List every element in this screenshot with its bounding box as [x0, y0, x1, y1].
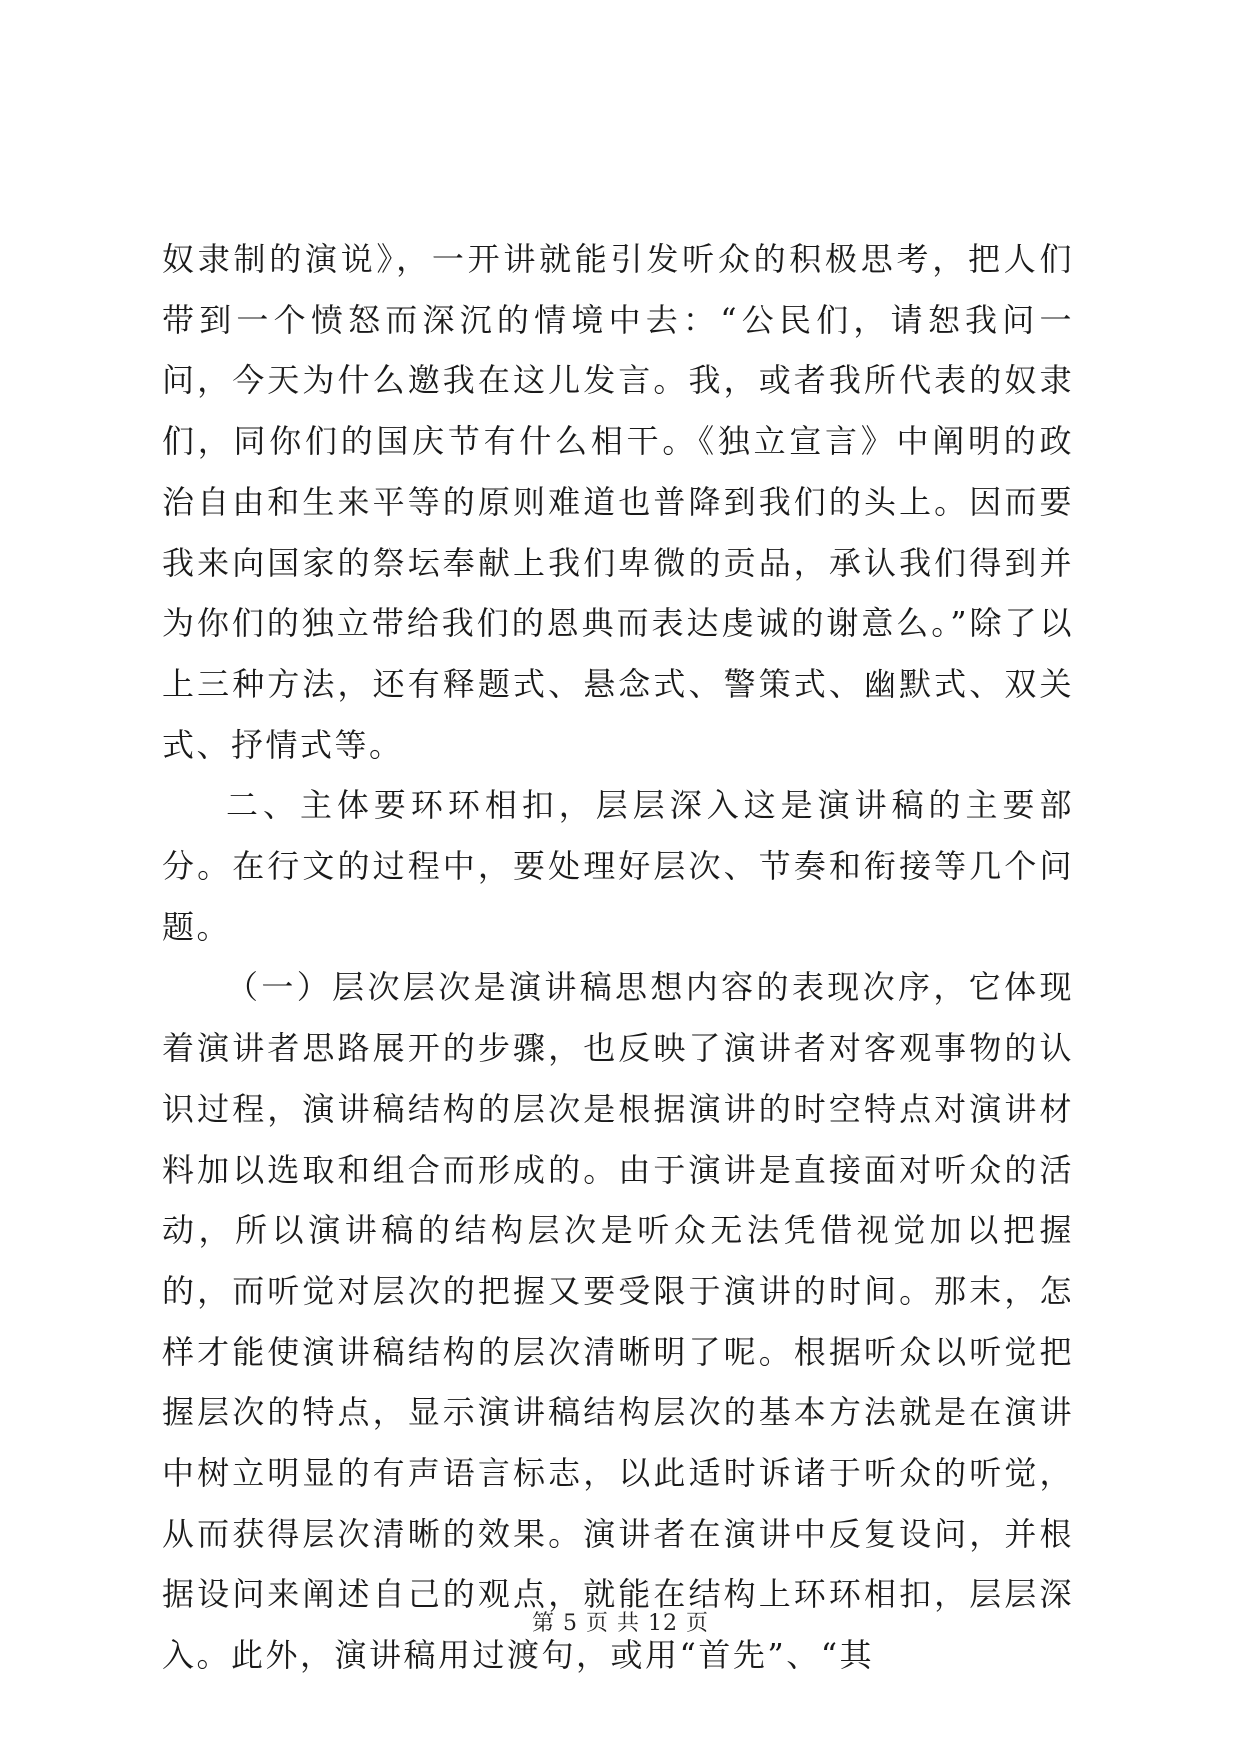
page-number-footer: 第 5 页 共 12 页 [532, 1611, 709, 1636]
document-body [162, 229, 1074, 1686]
paragraph-continuation: 奴隶制的演说》，一开讲就能引发听众的积极思考，把人们带到一个愤怒而深沉的情境中去：“公民们，请恕我问一问，今天为什么邀我在这儿发言。我，或者我所代表的奴隶们，同你们的国庆节有什么相干。《独立宣言》中阐明的政治自由和生来平等的原则难道也普降到我们的头上。因而要我来向国家的祭坛奉献上我们卑微的贡品，承认我们得到并为你们的独立带给我们的恩典而表达虔诚的谢意么。”除了以上三种方法，还有释题式、悬念式、警策式、幽默式、双关式、抒情式等。 [162, 240, 1074, 764]
paragraph-section-two: 二、主体要环环相扣，层层深入这是演讲稿的主要部分。在行文的过程中，要处理好层次、节奏和衔接等几个问题。 [162, 786, 1074, 946]
paragraph-levels: （一）层次层次是演讲稿思想内容的表现次序，它体现着演讲者思路展开的步骤，也反映了演讲者对客观事物的认识过程，演讲稿结构的层次是根据演讲的时空特点对演讲材料加以选取和组合而形成的。由于演讲是直接面对听众的活动，所以演讲稿的结构层次是听众无法凭借视觉加以把握的，而听觉对层次的把握又要受限于演讲的时间。那末，怎样才能使演讲稿结构的层次清晰明了呢。根据听众以听觉把握层次的特点，显示演讲稿结构层次的基本方法就是在演讲中树立明显的有声语言标志，以此适时诉诸于听众的听觉，从而获得层次清晰的效果。演讲者在演讲中反复设问，并根据设问来阐述自己的观点，就能在结构上环环相扣，层层深入。此外，演讲稿用过渡句，或用“首先”、“其 [162, 968, 1074, 1675]
